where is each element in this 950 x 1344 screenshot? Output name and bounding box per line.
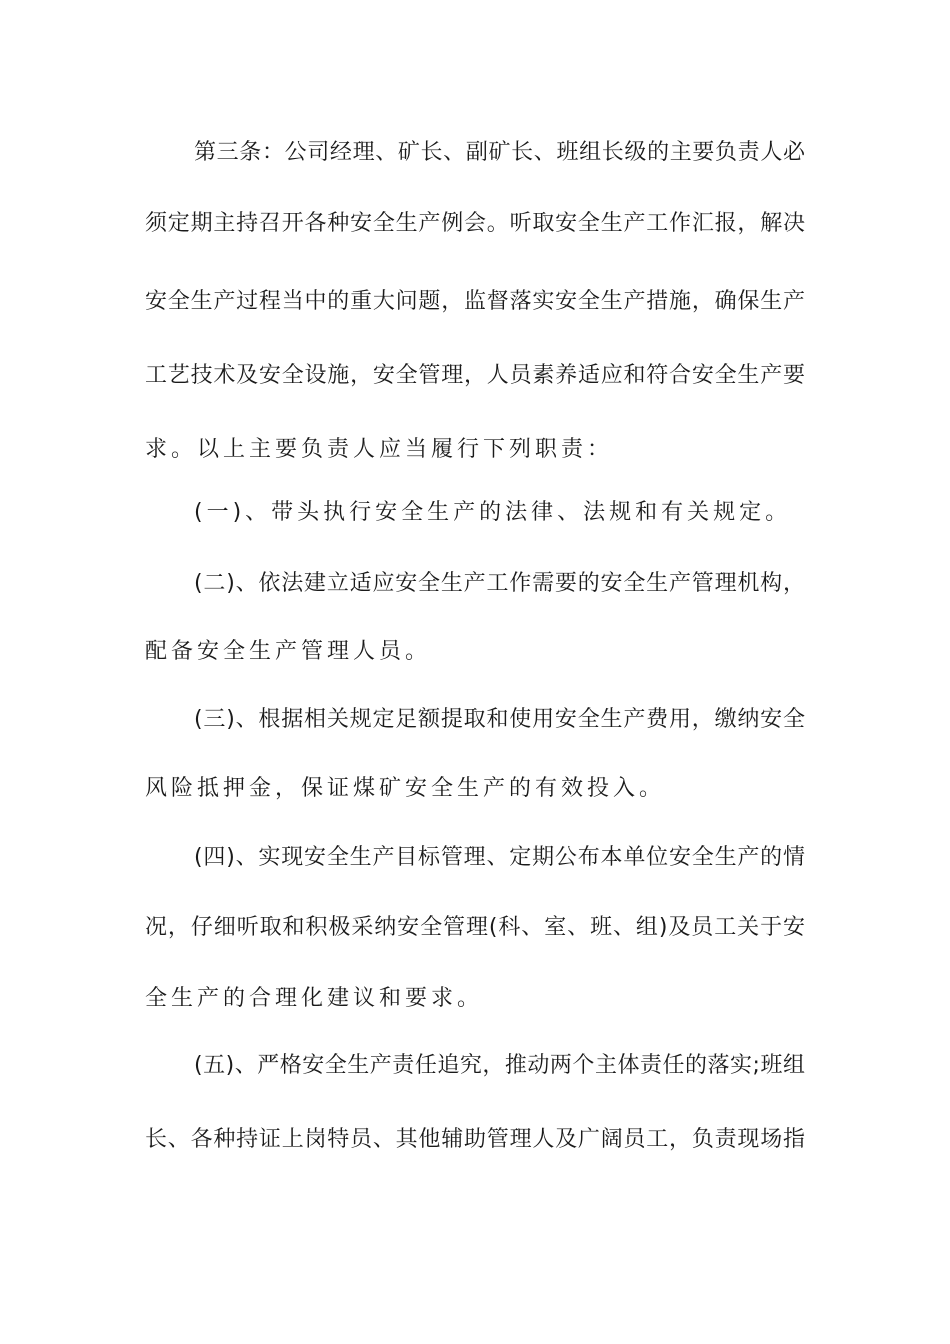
- paragraph-article-3-line-2: 须定期主持召开各种安全生产例会。听取安全生产工作汇报，解决: [145, 211, 805, 236]
- paragraph-article-3-line-4: 工艺技术及安全设施，安全管理，人员素养适应和符合安全生产要: [145, 363, 805, 388]
- paragraph-article-3-line-5: 求。以上主要负责人应当履行下列职责：: [145, 437, 614, 462]
- paragraph-item-2-line-2: 配备安全生产管理人员。: [145, 639, 432, 664]
- paragraph-item-1-line-1: (一)、带头执行安全生产的法律、法规和有关规定。: [194, 500, 792, 525]
- paragraph-article-3-line-1: 第三条：公司经理、矿长、副矿长、班组长级的主要负责人必: [194, 140, 805, 165]
- paragraph-item-3-line-1: (三)、根据相关规定足额提取和使用安全生产费用，缴纳安全: [194, 707, 805, 732]
- paragraph-article-3-line-3: 安全生产过程当中的重大问题，监督落实安全生产措施，确保生产: [145, 289, 805, 314]
- paragraph-item-4-line-3: 全生产的合理化建议和要求。: [145, 986, 484, 1011]
- paragraph-item-5-line-1: (五)、严格安全生产责任追究，推动两个主体责任的落实;班组: [194, 1053, 805, 1078]
- paragraph-item-4-line-2: 况，仔细听取和积极采纳安全管理(科、室、班、组)及员工关于安: [145, 915, 805, 940]
- paragraph-item-3-line-2: 风险抵押金，保证煤矿安全生产的有效投入。: [145, 776, 666, 801]
- paragraph-item-2-line-1: (二)、依法建立适应安全生产工作需要的安全生产管理机构，: [194, 571, 805, 596]
- paragraph-item-4-line-1: (四)、实现安全生产目标管理、定期公布本单位安全生产的情: [194, 845, 805, 870]
- paragraph-item-5-line-2: 长、各种持证上岗特员、其他辅助管理人及广阔员工，负责现场指: [145, 1127, 805, 1152]
